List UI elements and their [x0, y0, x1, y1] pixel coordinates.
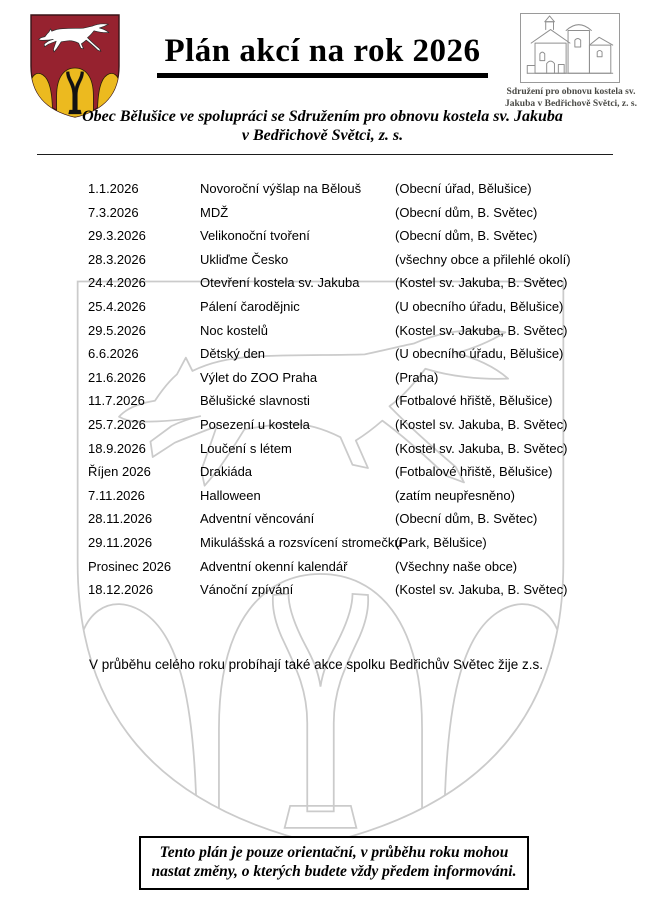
- event-place: (Všechny naše obce): [395, 558, 518, 574]
- event-date: 6.6.2026: [88, 346, 139, 362]
- event-place: (Kostel sv. Jakuba, B. Světec): [395, 416, 568, 432]
- event-name: Posezení u kostela: [200, 416, 310, 432]
- year-round-note: V průběhu celého roku probíhají také akce spolku Bedřichův Světec žije z.s.: [89, 657, 544, 672]
- event-date: 21.6.2026: [88, 369, 146, 385]
- event-place: (Obecní dům, B. Světec): [395, 204, 538, 220]
- horizontal-divider: [37, 154, 613, 155]
- event-place: (zatím neupřesněno): [395, 487, 515, 503]
- event-date: 7.3.2026: [88, 204, 139, 220]
- event-place: (Fotbalové hřiště, Bělušice): [395, 393, 553, 409]
- event-date: 29.3.2026: [88, 228, 146, 244]
- event-name: Vánoční zpívání: [200, 582, 294, 598]
- event-date: 28.11.2026: [88, 511, 153, 527]
- subtitle-line1: Obec Bělušice ve spolupráci se Sdružením pro obnovu kostela sv. Jakuba: [82, 108, 563, 125]
- event-place: (Praha): [395, 369, 439, 385]
- event-date: 25.7.2026: [88, 416, 146, 432]
- event-name: Dětský den: [200, 346, 266, 362]
- event-date: 18.12.2026: [88, 582, 154, 598]
- page-title: Plán akcí na rok 2026: [157, 33, 487, 78]
- event-list: [88, 181, 640, 606]
- association-caption-line2: Jakuba v Bedřichově Světci, z. s.: [505, 98, 637, 109]
- event-name: Mikulášská a rozsvícení stromečku: [200, 534, 402, 550]
- event-place: (Kostel sv. Jakuba, B. Světec): [395, 440, 568, 456]
- event-place: (Obecní úřad, Bělušice): [395, 181, 532, 196]
- event-name: Pálení čarodějnic: [200, 298, 300, 314]
- event-name: Adventní věncování: [200, 511, 315, 527]
- event-date: 11.7.2026: [88, 393, 145, 409]
- event-place: (Kostel sv. Jakuba, B. Světec): [395, 275, 568, 291]
- event-name: Velikonoční tvoření: [200, 228, 310, 244]
- event-date: Prosinec 2026: [88, 558, 172, 574]
- event-name: Ukliďme Česko: [200, 251, 289, 267]
- event-date: 25.4.2026: [88, 298, 146, 314]
- event-place: (Fotbalové hřiště, Bělušice): [395, 464, 553, 480]
- event-name: Adventní okenní kalendář: [200, 558, 348, 574]
- event-place: (Kostel sv. Jakuba, B. Světec): [395, 322, 568, 338]
- event-name: Loučení s létem: [200, 440, 292, 456]
- association-caption-line1: Sdružení pro obnovu kostela sv.: [506, 87, 636, 97]
- event-name: Otevření kostela sv. Jakuba: [200, 275, 360, 291]
- event-date: 29.5.2026: [88, 322, 146, 338]
- event-place: (Obecní dům, B. Světec): [395, 228, 538, 244]
- event-place: (U obecního úřadu, Bělušice): [395, 298, 564, 314]
- event-date: 28.3.2026: [88, 251, 146, 267]
- event-name: Výlet do ZOO Praha: [200, 369, 318, 385]
- disclaimer-box: [139, 836, 529, 890]
- event-name: Drakiáda: [200, 464, 253, 480]
- disclaimer-line2: nastat změny, o kterých budete vždy předem informováni.: [151, 863, 517, 880]
- event-date: 18.9.2026: [88, 440, 146, 456]
- event-place: (Park, Bělušice): [395, 534, 487, 550]
- subtitle: [0, 107, 645, 145]
- disclaimer-line1: Tento plán je pouze orientační, v průběhu roku mohou: [159, 844, 509, 861]
- event-date: 7.11.2026: [88, 487, 145, 503]
- event-name: Novoroční výšlap na Bělouš: [200, 181, 362, 196]
- event-name: Noc kostelů: [200, 322, 268, 338]
- event-place: (Kostel sv. Jakuba, B. Světec): [395, 582, 568, 598]
- event-date: Říjen 2026: [88, 464, 151, 480]
- event-place: (Obecní dům, B. Světec): [395, 511, 538, 527]
- event-date: 1.1.2026: [88, 181, 139, 196]
- event-date: 29.11.2026: [88, 534, 153, 550]
- event-name: MDŽ: [200, 204, 229, 220]
- event-name: Halloween: [200, 487, 261, 503]
- event-place: (všechny obce a přilehlé okolí): [395, 251, 571, 267]
- subtitle-line2: v Bedřichově Světci, z. s.: [241, 127, 404, 144]
- event-date: 24.4.2026: [88, 275, 146, 291]
- event-name: Bělušické slavnosti: [200, 393, 310, 409]
- event-place: (U obecního úřadu, Bělušice): [395, 346, 564, 362]
- association-logo: [520, 13, 620, 83]
- church-icon: [521, 14, 619, 82]
